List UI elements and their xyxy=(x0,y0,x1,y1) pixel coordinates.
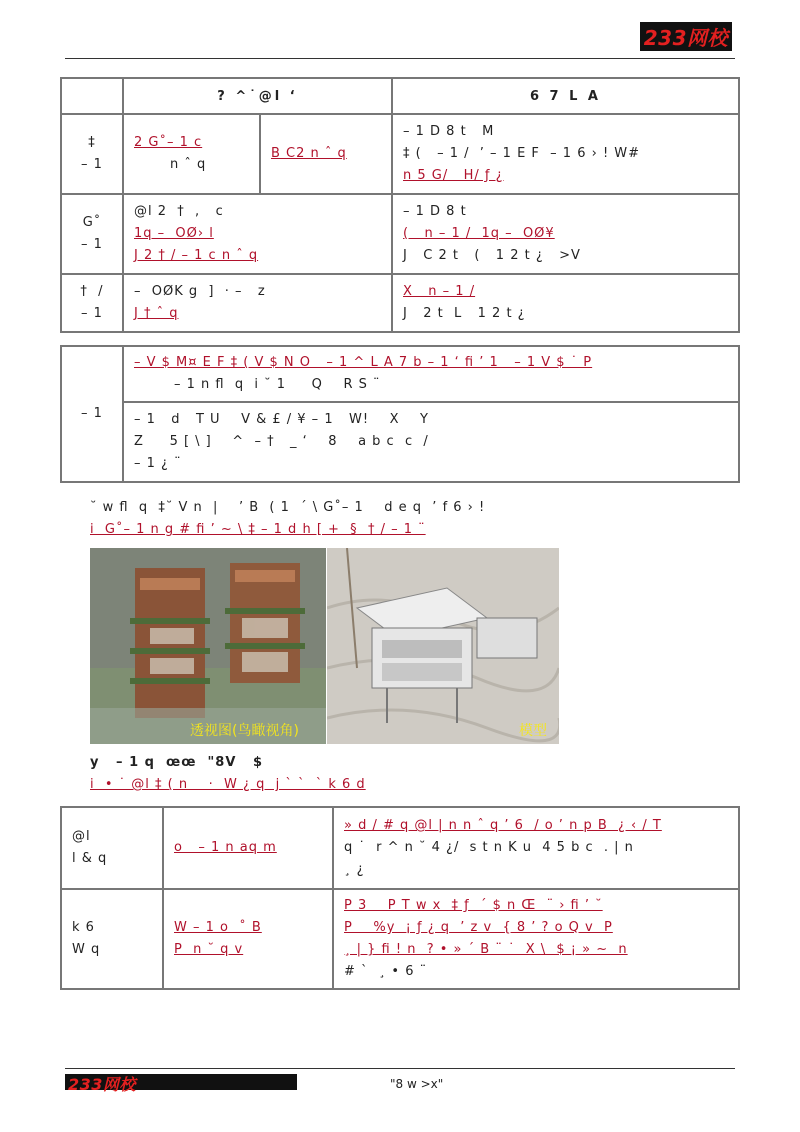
paragraph-line: i G˚– 1 n g # ﬁ ’ ~ \ ‡ – 1 d h [ + § † / – 1 ¨ xyxy=(90,522,426,537)
model-illustration xyxy=(327,548,559,744)
body-paragraph xyxy=(90,497,740,541)
row-label xyxy=(61,274,123,332)
table-cell xyxy=(163,889,333,989)
cell-text: n ˆ q xyxy=(170,157,207,172)
row-label xyxy=(61,889,163,989)
cell-text: – 1 d T U V & £ / ¥ – 1 W! X Y xyxy=(134,412,429,427)
comparison-table xyxy=(60,77,740,333)
summary-table xyxy=(60,806,740,990)
row-label-line: – 1 xyxy=(81,237,103,252)
cell-text: P %y ¡ ƒ ¿ q ’ z v { 8 ’ ? o Q v P xyxy=(344,920,613,935)
row-label xyxy=(61,114,123,194)
header-logo: 233网校 xyxy=(640,22,732,51)
figure-caption xyxy=(90,752,740,796)
footer-logo: 233网校 xyxy=(68,1075,136,1094)
cell-text: o – 1 n aq m xyxy=(174,840,277,855)
row-label-line: – 1 xyxy=(81,157,103,172)
table-cell xyxy=(333,807,739,889)
cell-text: P n ˘ q v xyxy=(174,942,244,957)
cell-text: – OØK g ] · – z xyxy=(134,284,266,299)
row-label-line: G˚ xyxy=(82,215,102,230)
table-cell xyxy=(123,274,392,332)
row-label xyxy=(61,194,123,274)
cell-text: ¸ ¿ xyxy=(344,862,365,877)
cell-text: – 1 D 8 t xyxy=(403,204,467,219)
header-rule xyxy=(65,58,735,59)
cell-text: J 2 † / – 1 c n ˆ q xyxy=(134,248,259,263)
cell-text: n 5 G/ H/ ƒ ¿ xyxy=(403,168,504,183)
building-illustration xyxy=(90,548,326,744)
table-cell xyxy=(392,274,739,332)
cell-text: – V $ M¤ E F ‡ ( V $ N O – 1 ^ L A 7 b – 1 ‘ ﬁ ’ 1 – 1 V $ ˙ P xyxy=(134,355,593,370)
cell-text: ‡ ( – 1 / ’ – 1 E F – 1 6 › ! W# xyxy=(403,146,641,161)
footer-rule xyxy=(65,1068,735,1069)
table-cell xyxy=(123,346,739,402)
table-cell xyxy=(333,889,739,989)
paragraph-line: ˘ w ﬂ q ‡˘ V n | ’ B ( 1 ´ \ G˚– 1 d e q ’ f 6 › ! xyxy=(90,500,486,515)
table-cell xyxy=(260,114,392,194)
cell-text: X n – 1 / xyxy=(403,284,476,299)
cell-text: 2 G˚– 1 c xyxy=(134,135,203,150)
table-cell xyxy=(392,114,739,194)
page-number: "8 w >x" xyxy=(390,1077,444,1091)
cell-text: J † ˆ q xyxy=(134,306,179,321)
cell-text: – 1 ¿ ¨ xyxy=(134,456,182,471)
cell-text: J 2 t L 1 2 t ¿ xyxy=(403,306,526,321)
row-label xyxy=(61,807,163,889)
row-label-line: – 1 xyxy=(81,406,103,421)
cell-text: q ˙ r ^ n ˘ 4 ¿/ s t n K u 4 5 b c . | n xyxy=(344,840,634,855)
cell-text: B C2 n ˆ q xyxy=(271,146,347,161)
row-label-line: k 6 xyxy=(72,920,95,935)
photo-caption: 透视图(鸟瞰视角) xyxy=(190,723,299,739)
caption-line: y – 1 q œœ "8V $ xyxy=(90,755,264,770)
row-label-line: @l xyxy=(72,829,91,844)
row-label-line: W q xyxy=(72,942,101,957)
cell-text: » d / # q @l | n n ˆ q ’ 6 / o ’ n p B ¿ ‹ / T xyxy=(344,818,662,833)
table-cell xyxy=(123,114,260,194)
row-label-line: ‡ xyxy=(88,135,96,150)
header-empty-cell xyxy=(61,78,123,114)
cell-text: P 3 P T w x ‡ ƒ ´ $ n Œ ¨ › ﬁ ’ ˘ xyxy=(344,898,603,913)
cell-text: @l 2 † , c xyxy=(134,204,224,219)
row-label xyxy=(61,346,123,482)
cell-text: J C 2 t ( 1 2 t ¿ >V xyxy=(403,248,581,263)
table-cell xyxy=(123,402,739,482)
cell-text: Z 5 [ \ ] ^ – † _ ‘ 8 a b c c / xyxy=(134,434,429,449)
table-cell xyxy=(392,194,739,274)
cell-text: – 1 n ﬂ q i ˘ 1 Q R S ¨ xyxy=(174,377,381,392)
caption-line: i • ˙ @l ‡ ( n · W ¿ q j ` ` ` k 6 d xyxy=(90,777,366,792)
cell-text: W – 1 o ˚ B xyxy=(174,920,262,935)
cell-text: # ` ¸ • 6 ¨ xyxy=(344,964,428,979)
cell-text: 1q – OØ› l xyxy=(134,226,214,241)
model-photo xyxy=(327,548,559,744)
table-cell xyxy=(123,194,392,274)
detail-table xyxy=(60,345,740,483)
rendering-photo xyxy=(90,548,326,744)
cell-text: ( n – 1 / 1q – OØ¥ xyxy=(403,226,555,241)
table-header-mid: ? ^˙@l ‘ xyxy=(123,78,392,114)
row-label-line: – 1 xyxy=(81,306,103,321)
table-cell xyxy=(163,807,333,889)
row-label-line: l & q xyxy=(72,851,108,866)
row-label-line: † / xyxy=(80,284,104,299)
table-header-right: 6 7 L A xyxy=(392,78,739,114)
cell-text: ¸ | } ﬁ ! n ? • » ´ B ¨ ˙ X \ $ ¡ » ~ n xyxy=(344,942,628,957)
cell-text: – 1 D 8 t M xyxy=(403,124,495,139)
photo-caption: 模型 xyxy=(519,723,547,739)
